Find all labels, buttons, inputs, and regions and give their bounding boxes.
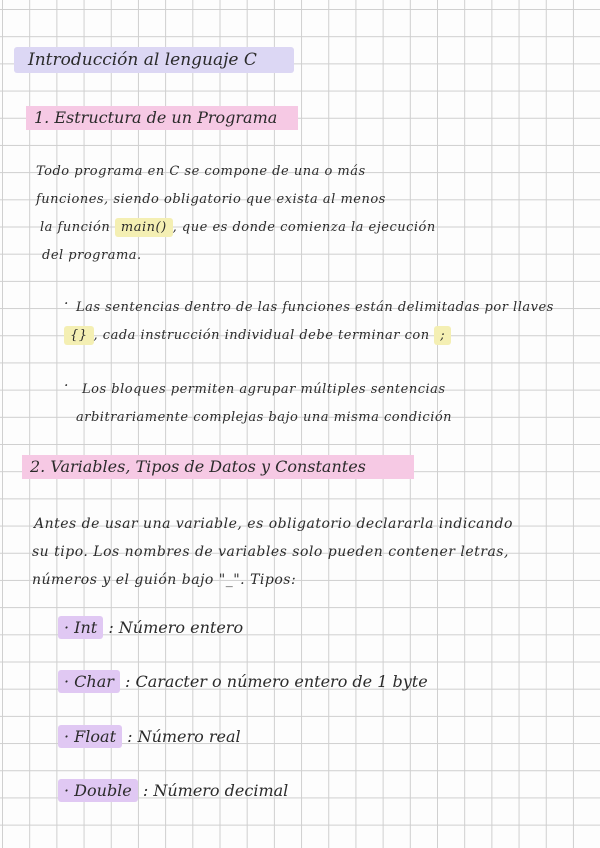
type-item [58,672,428,691]
type-name: · Int [58,616,103,639]
bullet-line [64,326,451,346]
section-heading-2: 2. Variables, Tipos de Datos y Constantes [22,455,414,479]
type-name: · Char [58,670,120,693]
section-heading-1: 1. Estructura de un Programa [26,106,298,130]
bullet-line: Los bloques permiten agrupar múltiples sentencias [82,382,446,397]
code-braces: {} [64,326,94,345]
type-item [58,727,241,746]
paragraph-line: Todo programa en C se compone de una o más [36,164,366,179]
text-fragment: , que es donde comienza la ejecución [172,220,436,235]
type-desc: : Número real [127,727,241,746]
code-semicolon: ; [434,326,451,345]
bullet-line: Las sentencias dentro de las funciones están delimitadas por llaves [76,300,554,315]
type-item [58,618,243,637]
text-fragment: la función [40,220,111,235]
type-name: · Double [58,779,138,802]
paragraph-line: números y el guión bajo "_". Tipos: [32,572,297,588]
type-name: · Float [58,725,122,748]
type-desc: : Caracter o número entero de 1 byte [125,672,428,691]
paragraph-line: su tipo. Los nombres de variables solo pueden contener letras, [32,544,509,560]
text-fragment: , cada instrucción individual debe terminar con [93,328,430,343]
paragraph-line [40,218,436,238]
bullet-dot: · [64,378,69,394]
type-desc: : Número entero [108,618,244,637]
code-main: main() [115,218,173,237]
paragraph-line: funciones, siendo obligatorio que exista al menos [36,192,386,207]
type-desc: : Número decimal [142,781,289,800]
paragraph-line: Antes de usar una variable, es obligatorio declararla indicando [34,516,513,532]
page-title: Introducción al lenguaje C [14,47,294,73]
type-item [58,781,288,800]
bullet-line: arbitrariamente complejas bajo una misma condición [76,410,453,425]
paragraph-line: del programa. [42,248,142,263]
bullet-dot: · [64,296,69,312]
